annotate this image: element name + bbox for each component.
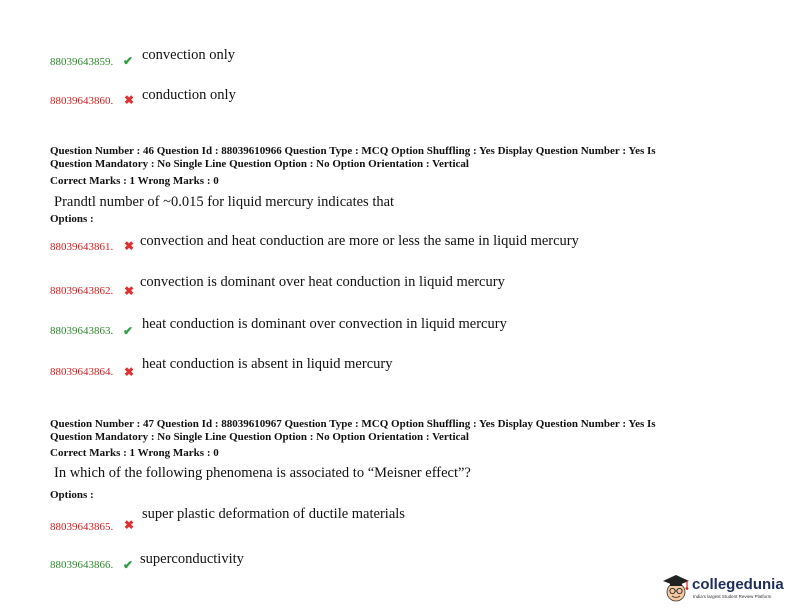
question-meta bbox=[50, 145, 750, 171]
question-meta-line: Question Number : 46 Question Id : 88039610966 Question Type : MCQ Option Shuffling : Yes Display Question Number : Yes Is bbox=[50, 145, 656, 157]
question-meta-line: Question Number : 47 Question Id : 88039610967 Question Type : MCQ Option Shuffling : Yes Display Question Number : Yes Is bbox=[50, 418, 656, 430]
option-text: superconductivity bbox=[140, 551, 244, 567]
option-id: 88039643863. bbox=[50, 325, 114, 337]
option-text: convection only bbox=[142, 47, 236, 63]
graduation-cap-icon bbox=[662, 572, 692, 604]
question-text: In which of the following phenomena is associated to “Meisner effect”? bbox=[54, 465, 471, 481]
option-text: convection is dominant over heat conduction in liquid mercury bbox=[140, 274, 505, 290]
option-text: convection and heat conduction are more or less the same in liquid mercury bbox=[140, 233, 579, 249]
option-id: 88039643866. bbox=[50, 559, 114, 571]
option-text: heat conduction is absent in liquid mercury bbox=[142, 356, 393, 372]
check-icon: ✔ bbox=[123, 324, 134, 338]
logo-tagline: India's largest Student Review Platform bbox=[693, 594, 772, 599]
logo-brand: collegedunia bbox=[692, 576, 784, 593]
option-id: 88039643864. bbox=[50, 366, 114, 378]
check-icon: ✔ bbox=[123, 54, 134, 68]
question-meta-line: Question Mandatory : No Single Line Question Option : No Option Orientation : Vertical bbox=[50, 158, 469, 170]
cross-icon: ✖ bbox=[124, 239, 135, 253]
question-marks: Correct Marks : 1 Wrong Marks : 0 bbox=[50, 175, 219, 187]
option-text: conduction only bbox=[142, 87, 236, 103]
cross-icon: ✖ bbox=[124, 284, 135, 298]
question-text: Prandtl number of ~0.015 for liquid mercury indicates that bbox=[54, 194, 395, 210]
options-label: Options : bbox=[50, 489, 94, 501]
option-text: heat conduction is dominant over convection in liquid mercury bbox=[142, 316, 507, 332]
cross-icon: ✖ bbox=[124, 93, 135, 107]
option-id: 88039643862. bbox=[50, 285, 114, 297]
option-id: 88039643861. bbox=[50, 241, 114, 253]
option-text: super plastic deformation of ductile materials bbox=[142, 506, 405, 522]
check-icon: ✔ bbox=[123, 558, 134, 572]
cross-icon: ✖ bbox=[124, 518, 135, 532]
question-meta-line: Question Mandatory : No Single Line Question Option : No Option Orientation : Vertical bbox=[50, 431, 469, 443]
option-id: 88039643860. bbox=[50, 95, 114, 107]
question-marks: Correct Marks : 1 Wrong Marks : 0 bbox=[50, 447, 219, 459]
option-id: 88039643859. bbox=[50, 56, 114, 68]
cross-icon: ✖ bbox=[124, 365, 135, 379]
option-id: 88039643865. bbox=[50, 521, 114, 533]
question-meta bbox=[50, 418, 750, 444]
collegedunia-logo bbox=[662, 572, 787, 606]
options-label: Options : bbox=[50, 213, 94, 225]
